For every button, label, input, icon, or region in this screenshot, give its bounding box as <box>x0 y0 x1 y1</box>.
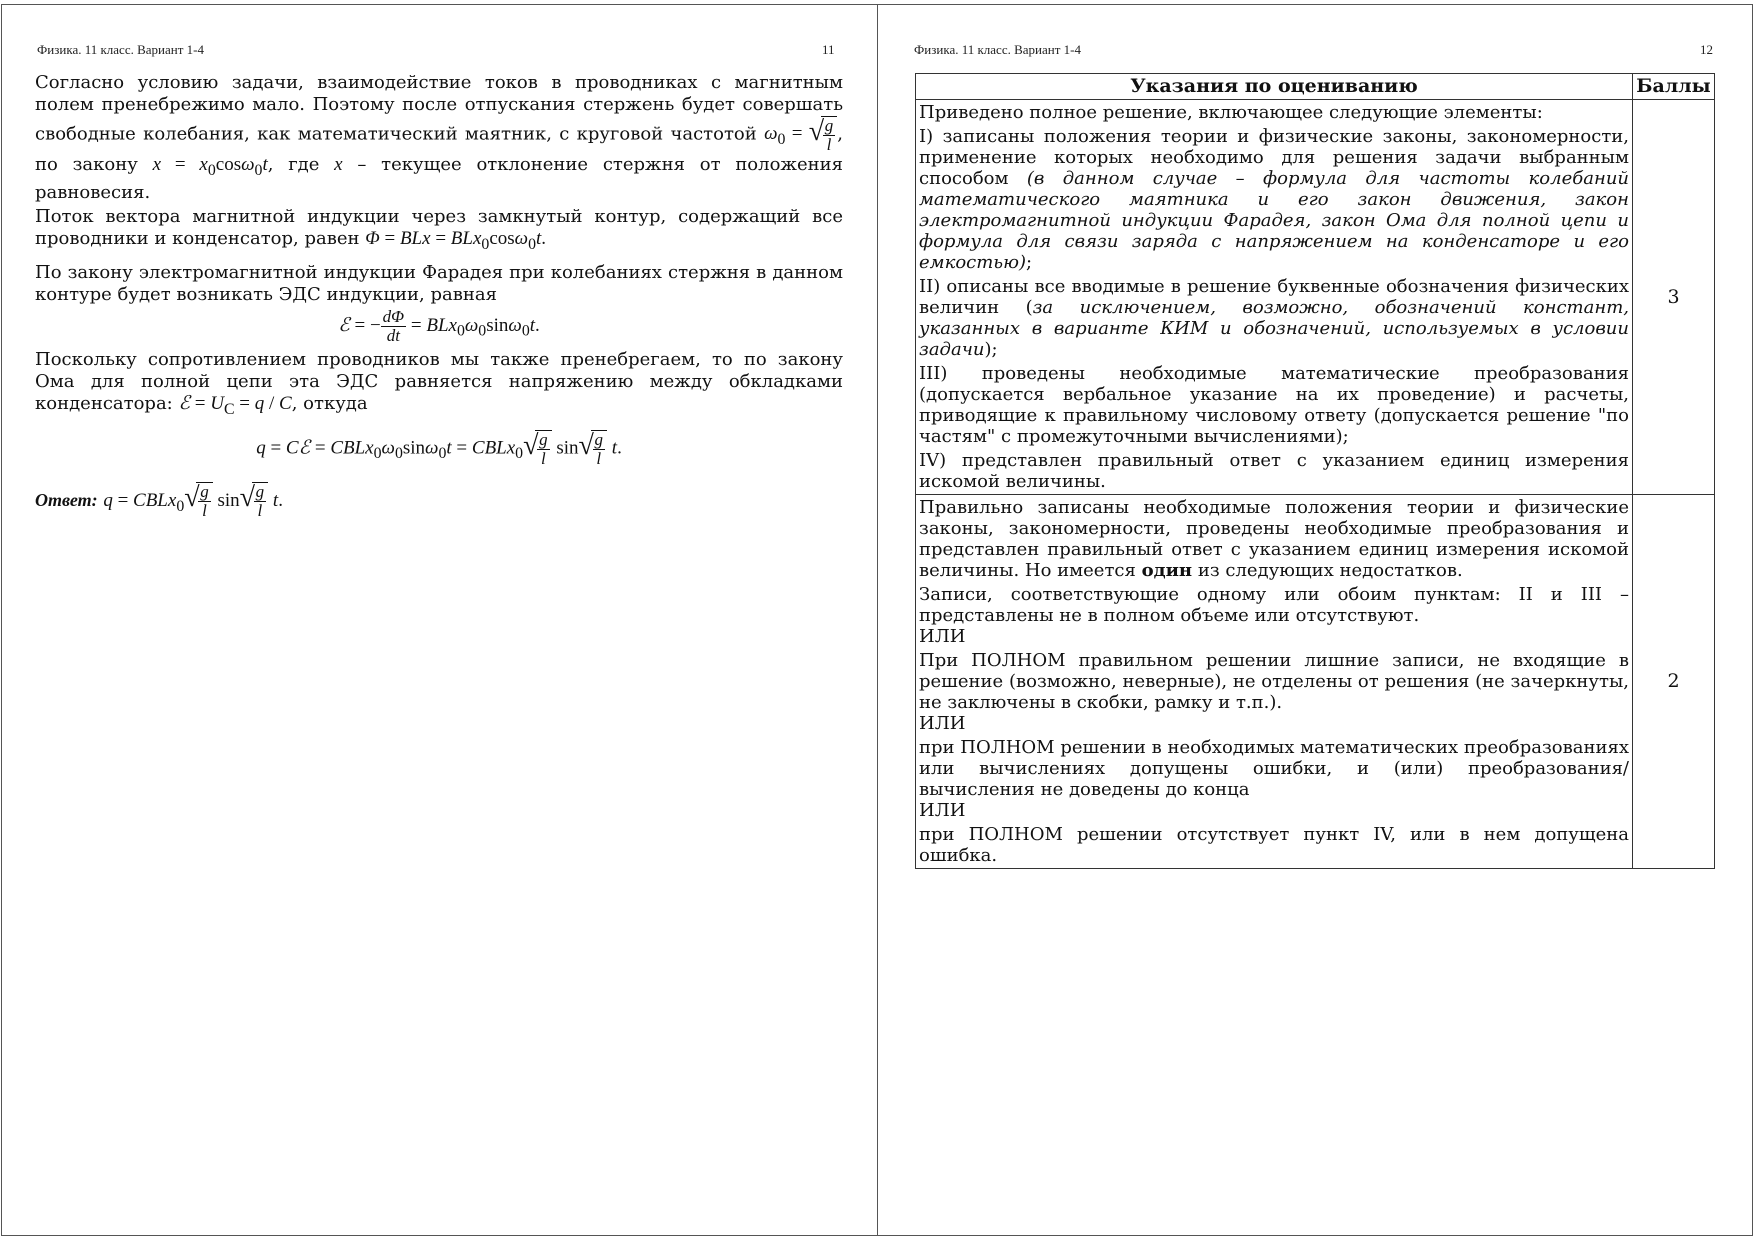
solution-paragraph-2: Поток вектора магнитной индукции через замкнутый контур, содержащий все проводники и конденсатор, равен Φ = BLx = BLx$_0$cosω$_0$t. <box>35 205 843 253</box>
criteria-column-header: Указания по оцениванию <box>916 74 1633 100</box>
right-page-number: 12 <box>1700 42 1713 57</box>
points-column-header: Баллы <box>1633 74 1715 100</box>
right-page-header: Физика. 11 класс. Вариант 1-4 <box>914 42 1081 57</box>
points-cell: 3 <box>1633 100 1715 495</box>
table-row <box>916 100 1715 495</box>
table-row <box>916 495 1715 869</box>
criteria-cell-full: Приведено полное решение, включающее следующие элементы: I) записаны положения теории и физические законы, закономерности, применение которых необходимо для решения задачи выбранным способом (в данном случае – формула для частоты колебаний математического маятника и его закон движения, закон электромагнитной индукции Фарадея, закон Ома для полной цепи и формула для связи заряда с напряжением на конденсаторе и его емкостью); II) описаны все вводимые в решение буквенные обозначения физических величин (за исключением, возможно, обозначений констант, указанных в варианте КИМ и обозначений, используемых в условии задачи); III) проведены необходимые математические преобразования (допускается вербальное указание на их проведение) и расчеты, приводящие к правильному числовому ответу (допускается решение "по частям" с промежуточными вычислениями); IV) представлен правильный ответ с указанием единиц измерения искомой величины. <box>916 100 1633 495</box>
emf-formula: ℰ = − $\frac{d\Phi}{dt}$ = $BLx_0\omega_0\sin\omega_0t$. <box>338 306 540 345</box>
page-divider <box>877 4 878 1236</box>
answer-label: Ответ: <box>35 489 98 510</box>
answer-line <box>35 482 843 520</box>
ohm-formula: ℰ = $U_C = q / C$ <box>178 392 292 418</box>
table-header-row <box>916 74 1715 100</box>
grading-table <box>915 73 1715 869</box>
points-cell: 2 <box>1633 495 1715 869</box>
solution-paragraph-3: По закону электромагнитной индукции Фарадея при колебаниях стержня в данном контуре будет возникать ЭДС индукции, равная <box>35 261 843 305</box>
motion-law-formula: $x = x_0\cos\omega_0t$ <box>152 154 268 179</box>
omega-formula: $\omega_0$ = √ $\frac{g}{l}$ <box>764 123 837 144</box>
solution-paragraph-1: Согласно условию задачи, взаимодействие токов в проводниках с магнитным полем пренебрежимо мало. Поэтому после отпускания стержень будет совершать свободные колебания, как математический маятник, с круговой частотой $\omega_0$ = √ $\frac{g}{l}$ , по закону $x = x_0\cos\omega_0t$, где x – текущее отклонение стержня от положения равновесия. <box>35 72 843 203</box>
flux-formula: Φ = BLx = BLx$_0$cosω$_0$t. <box>365 227 547 253</box>
left-page-header: Физика. 11 класс. Вариант 1-4 <box>37 42 204 57</box>
criteria-cell-partial: Правильно записаны необходимые положения теории и физические законы, закономерности, проведены необходимые преобразования и представлен правильный ответ с указанием единиц измерения искомой величины. Но имеется один из следующих недостатков. Записи, соответствующие одному или обоим пунктам: II и III – представлены не в полном объеме или отсутствуют. ИЛИ При ПОЛНОМ правильном решении лишние записи, не входящие в решение (возможно, неверные), не отделены от решения (не зачеркнуты, не заключены в скобки, рамку и т.п.). ИЛИ при ПОЛНОМ решении в необходимых математических преобразованиях или вычислениях допущены ошибки, и (или) преобразования/вычисления не доведены до конца ИЛИ при ПОЛНОМ решении отсутствует пункт IV, или в нем допущена ошибка. <box>916 495 1633 869</box>
left-page-number: 11 <box>822 42 835 57</box>
solution-paragraph-4: Поскольку сопротивлением проводников мы также пренебрегаем, то по закону Ома для полной цепи эта ЭДС равняется напряжению между обкладками конденсатора: ℰ = $U_C = q / C$, откуда <box>35 348 843 418</box>
charge-formula: q = Cℰ = $CBLx_0\omega_0\sin\omega_0t$ = CBLx$_0$ √ $\frac{g}{l}$ sin √ $\frac{g}{l}$ t. <box>256 430 622 469</box>
answer-formula: q = CBLx$_0$ √ $\frac{g}{l}$ sin √ $\frac{g}{l}$ t. <box>103 482 283 521</box>
left-page-body <box>35 72 843 520</box>
